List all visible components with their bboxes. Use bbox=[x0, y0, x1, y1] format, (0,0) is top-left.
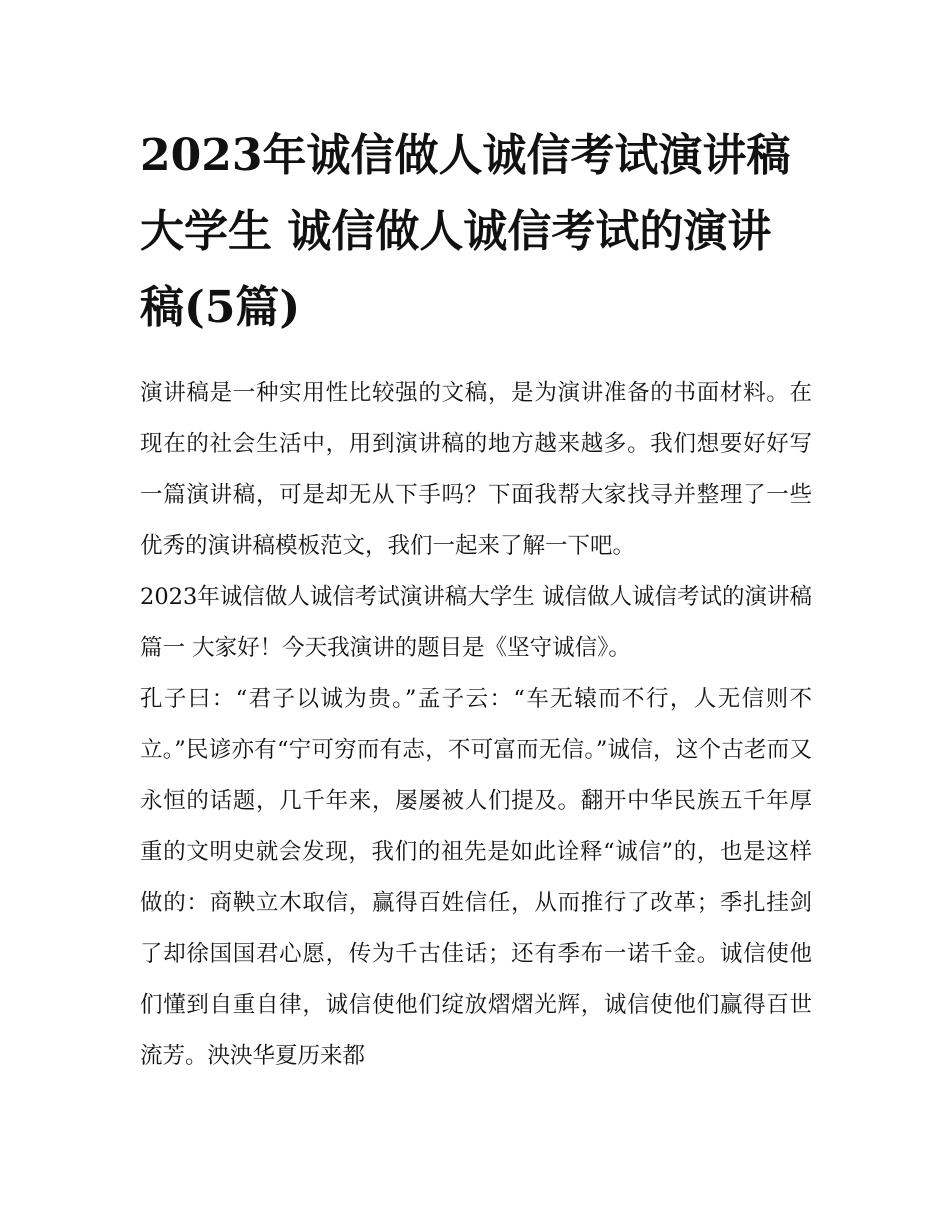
document-page bbox=[140, 118, 812, 1082]
section-heading-paragraph: 2023年诚信做人诚信考试演讲稿大学生 诚信做人诚信考试的演讲稿篇一 大家好！今天我演讲的题目是《坚守诚信》。 bbox=[140, 584, 812, 661]
document-title: 2023年诚信做人诚信考试演讲稿大学生 诚信做人诚信考试的演讲稿(5篇) bbox=[140, 130, 791, 333]
document-body bbox=[140, 368, 812, 1082]
body-paragraph: 孔子曰：“君子以诚为贵。”孟子云：“车无辕而不行，人无信则不立。”民谚亦有“宁可穷而有志，不可富而无信。”诚信，这个古老而又永恒的话题，几千年来，屡屡被人们提及。翻开中华民族五千年厚重的文明史就会发现，我们的祖先是如此诠释“诚信”的，也是这样做的：商鞅立木取信，赢得百姓信任，从而推行了改革；季扎挂剑了却徐国国君心愿，传为千古佳话；还有季布一诺千金。诚信使他们懂到自重自律，诚信使他们绽放熠熠光辉，诚信使他们赢得百世流芳。泱泱华夏历来都 bbox=[140, 686, 812, 1069]
intro-paragraph: 演讲稿是一种实用性比较强的文稿，是为演讲准备的书面材料。在现在的社会生活中，用到演讲稿的地方越来越多。我们想要好好写一篇演讲稿，可是却无从下手吗？下面我帮大家找寻并整理了一些优秀的演讲稿模板范文，我们一起来了解一下吧。 bbox=[140, 380, 812, 559]
